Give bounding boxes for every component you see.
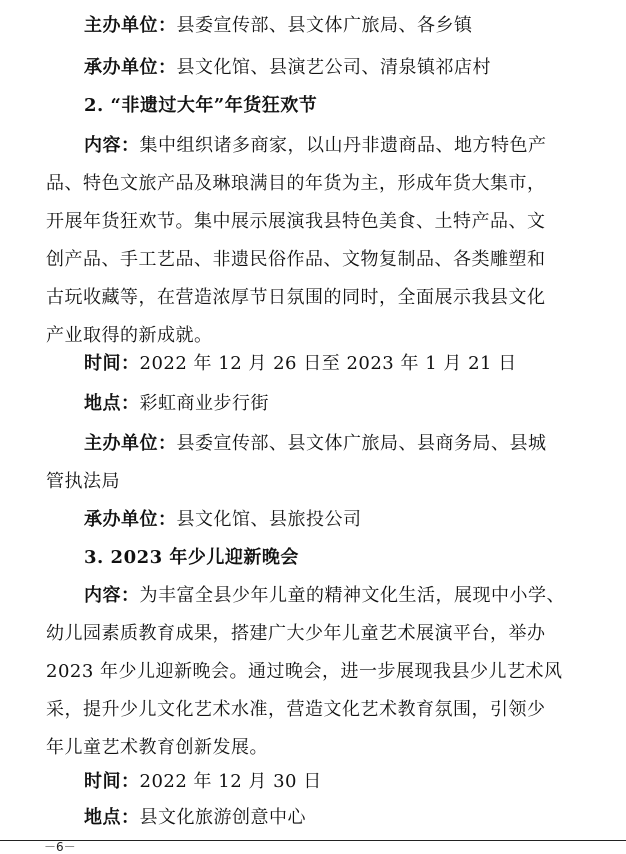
content-3-line: 年儿童艺术教育创新发展。: [46, 737, 268, 758]
host-unit-line-2: [84, 432, 624, 456]
time-label: 时间：: [84, 353, 140, 374]
host-unit-text: 县委宣传部、县文体广旅局、各乡镇: [176, 15, 473, 36]
content-2-line: 开展年货狂欢节。集中展示展演我县特色美食、土特产品、文: [46, 211, 546, 232]
organizer-text: 县文化馆、县演艺公司、清泉镇祁店村: [176, 57, 491, 78]
content-label: 内容：: [84, 585, 140, 606]
time-text: 2022 年 12 月 30 日: [139, 771, 322, 792]
content-2-line: 创产品、手工艺品、非遗民俗作品、文物复制品、各类雕塑和: [46, 249, 546, 270]
page-number: －6－: [44, 840, 76, 854]
place-label: 地点：: [84, 807, 140, 828]
place-text: 彩虹商业步行街: [139, 393, 269, 414]
footer-divider: [0, 840, 626, 841]
organizer-line-1: [84, 56, 624, 80]
host-unit-text: 县委宣传部、县文体广旅局、县商务局、县城: [176, 433, 547, 454]
section-3-title: 3. 2023 年少儿迎新晚会: [84, 547, 299, 568]
host-unit-label: 主办单位：: [84, 15, 177, 36]
content-3-line: 幼儿园素质教育成果，搭建广大少年儿童艺术展演平台，举办: [46, 623, 546, 644]
place-2-line: [84, 392, 624, 416]
place-text: 县文化旅游创意中心: [139, 807, 306, 828]
content-2-line: 品、特色文旅产品及琳琅满目的年货为主，形成年货大集市，: [46, 173, 546, 194]
content-text: 为丰富全县少年儿童的精神文化生活，展现中小学、: [139, 585, 565, 606]
content-3-line: 2023 年少儿迎新晚会。通过晚会，进一步展现我县少儿艺术风: [46, 661, 563, 682]
content-2-first-line: [84, 134, 624, 158]
organizer-line-2: [84, 508, 624, 532]
content-3-first-line: [84, 584, 624, 608]
organizer-label: 承办单位：: [84, 57, 177, 78]
time-2-line: [84, 352, 624, 376]
content-2-line: 古玩收藏等，在营造浓厚节日氛围的同时，全面展示我县文化: [46, 287, 546, 308]
time-3-line: [84, 770, 624, 794]
section-2-title: 2. “非遗过大年”年货狂欢节: [84, 95, 318, 116]
host-unit-continuation: 管执法局: [46, 471, 120, 492]
host-unit-line-1: [84, 14, 624, 38]
place-3-line: [84, 806, 624, 830]
place-label: 地点：: [84, 393, 140, 414]
organizer-label: 承办单位：: [84, 509, 177, 530]
organizer-text: 县文化馆、县旅投公司: [176, 509, 362, 530]
content-2-line: 产业取得的新成就。: [46, 325, 213, 346]
content-text: 集中组织诸多商家，以山丹非遗商品、地方特色产: [139, 135, 547, 156]
content-3-line: 采，提升少儿文化艺术水准，营造文化艺术教育氛围，引领少: [46, 699, 546, 720]
time-text: 2022 年 12 月 26 日至 2023 年 1 月 21 日: [139, 353, 517, 374]
time-label: 时间：: [84, 771, 140, 792]
host-unit-label: 主办单位：: [84, 433, 177, 454]
content-label: 内容：: [84, 135, 140, 156]
